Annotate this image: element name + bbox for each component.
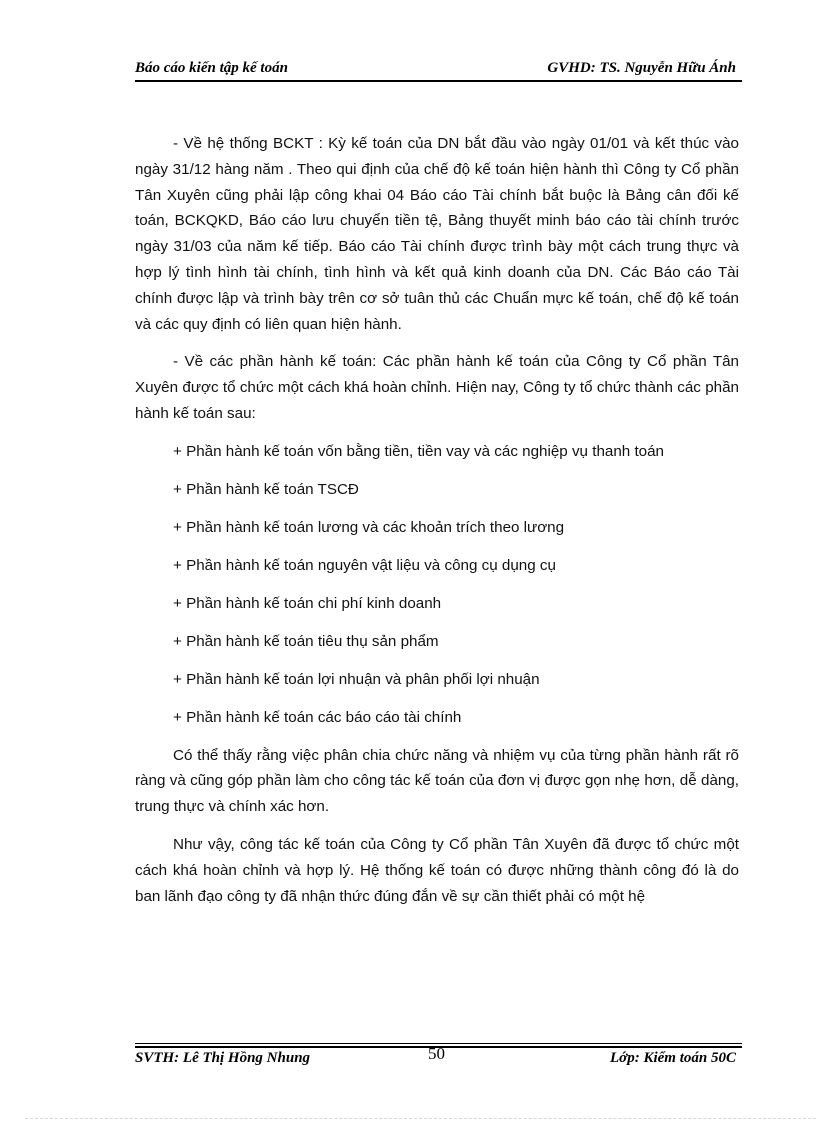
- header-supervisor: GVHD: TS. Nguyễn Hữu Ánh: [547, 60, 736, 76]
- page-header: [135, 60, 740, 82]
- list-item: + Phần hành kế toán lợi nhuận và phân phối lợi nhuận: [173, 670, 540, 688]
- paragraph-phan-hanh: - Về các phần hành kế toán: Các phần hành kế toán của Công ty Cổ phần Tân Xuyên được tổ chức một cách khá hoàn chỉnh. Hiện nay, Công ty tổ chức thành các phần hành kế toán sau:: [135, 353, 739, 422]
- paragraph-bckt: - Về hệ thống BCKT : Kỳ kế toán của DN bắt đầu vào ngày 01/01 và kết thúc vào ngày 31/12 hàng năm . Theo qui định của chế độ kế toán hiện hành thì Công ty Cổ phần Tân Xuyên cũng phải lập công khai 04 Báo cáo Tài chính bắt buộc là Bảng cân đối kế toán, BCKQKD, Báo cáo lưu chuyển tiền tệ, Bảng thuyết minh báo cáo tài chính trước ngày 31/03 của năm kế tiếp. Báo cáo Tài chính được trình bày một cách trung thực và hợp lý tình hình tài chính, tình hình và kết quả kinh doanh của DN. Các Báo cáo Tài chính được lập và trình bày trên cơ sở tuân thủ các Chuẩn mực kế toán, chế độ kế toán và các quy định có liên quan hiện hành.: [135, 135, 739, 333]
- header-divider: [135, 80, 742, 82]
- list-item: + Phần hành kế toán các báo cáo tài chính: [173, 708, 462, 726]
- list-item: + Phần hành kế toán TSCĐ: [173, 480, 359, 498]
- paragraph-conclusion: Có thể thấy rằng việc phân chia chức năng và nhiệm vụ của từng phần hành rất rõ ràng và cũng góp phần làm cho công tác kế toán của đơn vị được gọn nhẹ hơn, dễ dàng, trung thực và chính xác hơn.: [135, 746, 739, 816]
- list-item: + Phần hành kế toán lương và các khoản trích theo lương: [173, 518, 565, 536]
- page-number: 50: [428, 1044, 445, 1063]
- document-body: [135, 131, 739, 921]
- list-item: + Phần hành kế toán tiêu thụ sản phẩm: [173, 632, 439, 650]
- list-item: + Phần hành kế toán nguyên vật liệu và công cụ dụng cụ: [173, 556, 556, 574]
- list-item: + Phần hành kế toán chi phí kinh doanh: [173, 594, 442, 612]
- footer-student: SVTH: Lê Thị Hồng Nhung: [135, 1050, 311, 1066]
- page-bottom-edge: [25, 1118, 816, 1119]
- footer-class: Lớp: Kiểm toán 50C: [610, 1050, 736, 1066]
- header-report-title: Báo cáo kiến tập kế toán: [135, 60, 288, 76]
- page-footer: [135, 1044, 740, 1072]
- list-item: + Phần hành kế toán vốn bằng tiền, tiền vay và các nghiệp vụ thanh toán: [173, 442, 665, 460]
- paragraph-summary: Như vậy, công tác kế toán của Công ty Cổ phần Tân Xuyên đã được tổ chức một cách khá hoàn chỉnh và hợp lý. Hệ thống kế toán có được những thành công đó là do ban lãnh đạo công ty đã nhận thức đúng đắn về sự cần thiết phải có một hệ: [135, 836, 739, 905]
